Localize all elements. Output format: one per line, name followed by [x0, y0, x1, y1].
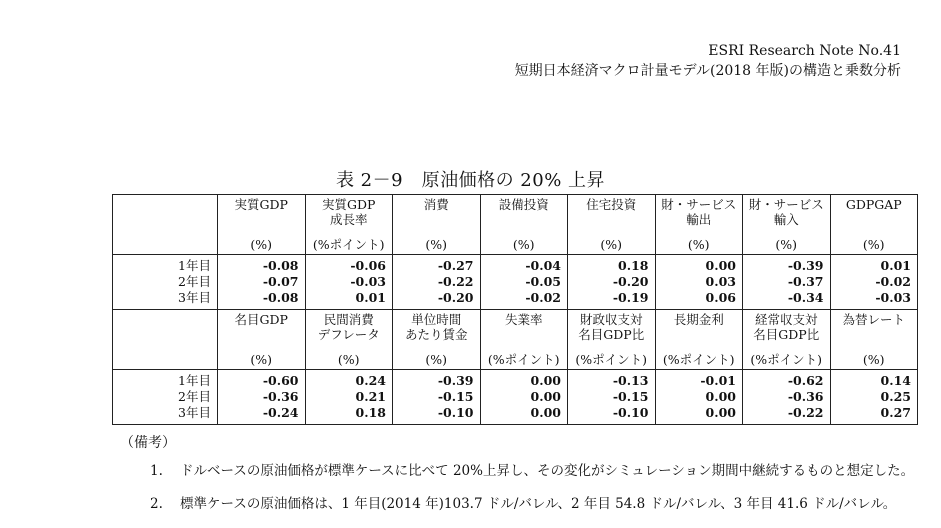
value: -0.24 — [262, 405, 299, 420]
column-header — [743, 310, 831, 370]
column-header-unit: (%ポイント) — [487, 352, 560, 367]
value: -0.03 — [350, 274, 386, 289]
value: -0.04 — [525, 258, 561, 273]
value: 0.00 — [530, 373, 561, 388]
column-header-unit: (%) — [687, 237, 710, 252]
value: -0.07 — [262, 274, 299, 289]
value: -0.20 — [437, 290, 474, 305]
column-header-name: 財・サービス 輸出 — [661, 197, 737, 227]
value: -0.15 — [437, 389, 474, 404]
value: 0.00 — [705, 389, 736, 404]
value-cell — [218, 255, 306, 310]
column-header — [568, 310, 656, 370]
value: -0.36 — [787, 389, 824, 404]
value-cell — [218, 370, 306, 425]
column-header-name: 財・サービス 輸入 — [748, 197, 824, 227]
value: 0.01 — [880, 258, 911, 273]
value: -0.20 — [612, 274, 649, 289]
value: -0.36 — [262, 389, 299, 404]
column-header-name: 為替レート — [842, 312, 905, 327]
column-header-name: 長期金利 — [673, 312, 724, 327]
value: -0.10 — [612, 405, 649, 420]
value-cell — [305, 255, 393, 310]
value: -0.34 — [787, 290, 824, 305]
column-header-unit: (%ポイント) — [312, 237, 385, 252]
value: -0.08 — [262, 258, 299, 273]
value-cell — [830, 255, 918, 310]
value: -0.02 — [875, 274, 911, 289]
value-cell — [568, 255, 656, 310]
value: -0.15 — [612, 389, 649, 404]
table-data-row — [113, 370, 918, 425]
table-header-row — [113, 310, 918, 370]
value-cell — [830, 370, 918, 425]
column-header — [830, 310, 918, 370]
column-header — [568, 195, 656, 255]
column-header-unit: (%) — [600, 237, 623, 252]
value: 0.00 — [705, 258, 736, 273]
row-label: 1年目 — [178, 373, 211, 388]
row-label-cell — [113, 255, 218, 310]
value: -0.08 — [262, 290, 299, 305]
column-header-name: GDPGAP — [845, 197, 902, 212]
value: 0.27 — [880, 405, 911, 420]
table-data-row — [113, 255, 918, 310]
value: -0.60 — [262, 373, 299, 388]
value-cell — [655, 255, 743, 310]
note-number: 2. — [150, 496, 163, 512]
column-header-unit: (%) — [425, 237, 448, 252]
value: -0.03 — [875, 290, 911, 305]
value: -0.27 — [437, 258, 474, 273]
corner-cell — [113, 195, 218, 255]
value: -0.13 — [612, 373, 649, 388]
value-cell — [480, 255, 568, 310]
column-header — [830, 195, 918, 255]
value-cell — [305, 370, 393, 425]
column-header-unit: (%) — [775, 237, 798, 252]
column-header-unit: (%ポイント) — [575, 352, 648, 367]
value: -0.39 — [437, 373, 474, 388]
row-label-cell — [113, 370, 218, 425]
column-header — [218, 195, 306, 255]
value: -0.10 — [437, 405, 474, 420]
value: -0.39 — [787, 258, 824, 273]
column-header — [480, 195, 568, 255]
column-header — [393, 310, 481, 370]
column-header-unit: (%) — [862, 352, 885, 367]
column-header-unit: (%ポイント) — [750, 352, 823, 367]
value-cell — [743, 255, 831, 310]
notes-heading: （備考） — [120, 435, 176, 451]
value-cell — [393, 370, 481, 425]
value: 0.24 — [355, 373, 386, 388]
column-header — [305, 310, 393, 370]
value: 0.00 — [530, 405, 561, 420]
value: 0.21 — [355, 389, 386, 404]
column-header-unit: (%) — [250, 237, 273, 252]
value-cell — [393, 255, 481, 310]
column-header-name: 財政収支対 名目GDP比 — [578, 312, 645, 342]
column-header-name: 実質GDP — [234, 197, 288, 212]
row-label: 1年目 — [178, 258, 211, 273]
value: -0.22 — [787, 405, 824, 420]
corner-cell — [113, 310, 218, 370]
value: -0.19 — [612, 290, 649, 305]
column-header-name: 単位時間 あたり賃金 — [404, 312, 468, 342]
value: 0.00 — [705, 405, 736, 420]
note-number: 1. — [150, 463, 163, 479]
column-header-name: 経常収支対 名目GDP比 — [753, 312, 820, 342]
column-header-unit: (%) — [862, 237, 885, 252]
results-table — [112, 194, 918, 425]
column-header-name: 民間消費 デフレータ — [317, 312, 380, 342]
value: -0.02 — [525, 290, 561, 305]
column-header — [305, 195, 393, 255]
report-series-label: ESRI Research Note No.41 — [708, 43, 901, 59]
value: 0.00 — [530, 389, 561, 404]
column-header-name: 住宅投資 — [586, 197, 637, 212]
column-header — [655, 310, 743, 370]
value: -0.01 — [700, 373, 736, 388]
report-title-label: 短期日本経済マクロ計量モデル(2018 年版)の構造と乗数分析 — [514, 63, 901, 79]
column-header-unit: (%) — [425, 352, 448, 367]
column-header-unit: (%) — [337, 352, 360, 367]
column-header-unit: (%) — [250, 352, 273, 367]
value-cell — [568, 370, 656, 425]
column-header-name: 消費 — [423, 197, 449, 212]
column-header-name: 失業率 — [504, 312, 543, 327]
row-label: 3年目 — [178, 405, 211, 420]
value: 0.18 — [355, 405, 386, 420]
table-header-row — [113, 195, 918, 255]
value: -0.22 — [437, 274, 474, 289]
row-label: 3年目 — [178, 290, 211, 305]
column-header-unit: (%) — [512, 237, 535, 252]
column-header-name: 名目GDP — [234, 312, 288, 327]
value-cell — [743, 370, 831, 425]
value: -0.05 — [525, 274, 561, 289]
column-header — [480, 310, 568, 370]
column-header — [743, 195, 831, 255]
column-header — [393, 195, 481, 255]
value: -0.62 — [787, 373, 824, 388]
value: -0.06 — [350, 258, 386, 273]
value: 0.06 — [705, 290, 736, 305]
value: 0.03 — [705, 274, 736, 289]
value: 0.25 — [880, 389, 911, 404]
value-cell — [655, 370, 743, 425]
value: -0.37 — [787, 274, 824, 289]
row-label: 2年目 — [178, 274, 211, 289]
column-header-name: 設備投資 — [498, 197, 549, 212]
column-header-name: 実質GDP 成長率 — [322, 197, 376, 227]
value-cell — [480, 370, 568, 425]
note-text: ドルベースの原油価格が標準ケースに比べて 20%上昇し、その変化がシミュレーション期間中継続するものと想定した。 — [180, 463, 915, 479]
column-header — [218, 310, 306, 370]
column-header — [655, 195, 743, 255]
note-text: 標準ケースの原油価格は、1 年目(2014 年)103.7 ドル/バレル、2 年目 54.8 ドル/バレル、3 年目 41.6 ドル/バレル。 — [180, 496, 897, 512]
value: 0.14 — [880, 373, 911, 388]
table-title: 表 2－9 原油価格の 20% 上昇 — [335, 170, 606, 191]
value: 0.01 — [355, 290, 386, 305]
row-label: 2年目 — [178, 389, 211, 404]
value: 0.18 — [618, 258, 649, 273]
column-header-unit: (%ポイント) — [662, 352, 735, 367]
